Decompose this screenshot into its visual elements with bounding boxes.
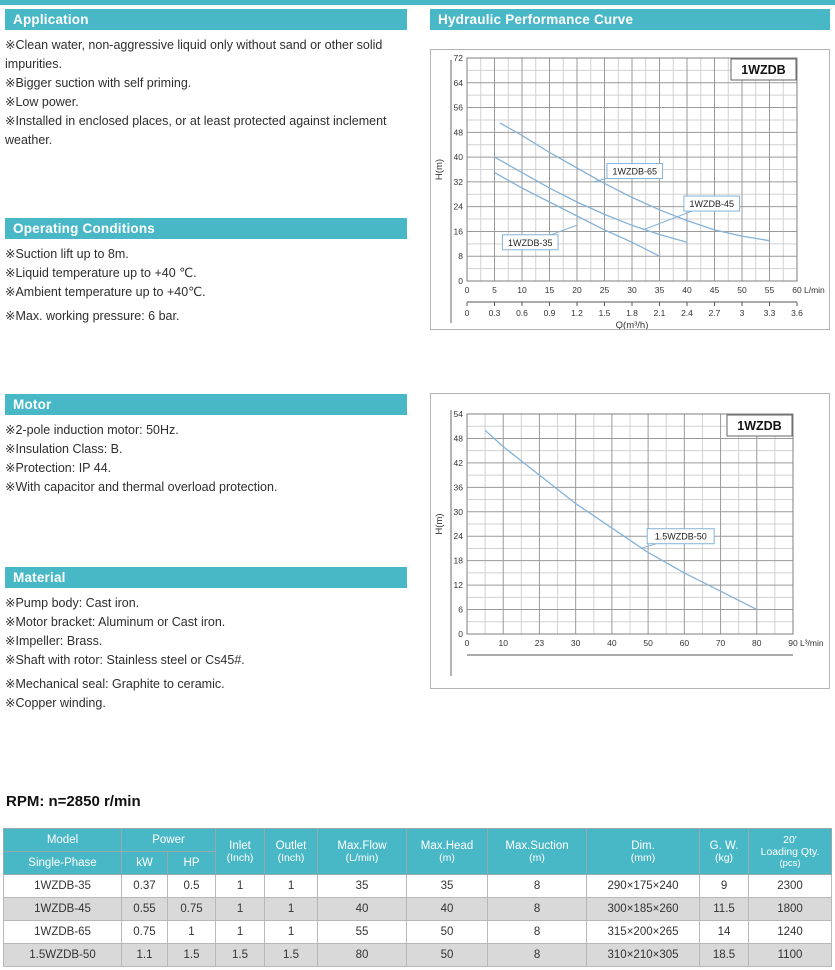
x2-tick-label: 3 xyxy=(739,308,745,318)
col-header-loading-qty: 20' Loading Qty. (pcs) xyxy=(749,829,832,875)
table-cell: 1 xyxy=(168,921,216,944)
table-cell: 0.5 xyxy=(168,875,216,898)
col-header-gw: G. W. (kg) xyxy=(700,829,749,875)
table-cell: 1.5 xyxy=(168,944,216,967)
table-cell: 14 xyxy=(700,921,749,944)
spec-item: ※Liquid temperature up to +40 ℃. xyxy=(5,266,197,280)
table-cell: 1 xyxy=(265,898,318,921)
performance-curve-svg xyxy=(431,50,829,329)
x-tick-label: 25 xyxy=(599,285,610,295)
table-cell: 8 xyxy=(488,898,587,921)
x2-tick-label: 2.1 xyxy=(653,308,666,318)
x2-tick-label: 0.3 xyxy=(488,308,501,318)
x-tick-label: 0 xyxy=(464,285,470,295)
table-cell: 1.5 xyxy=(216,944,265,967)
cell-model: 1WZDB-35 xyxy=(4,875,122,898)
header-row-1 xyxy=(4,829,832,852)
col-header-model: Model xyxy=(4,829,122,852)
chart-model-label: 1WZDB xyxy=(737,419,782,433)
table-cell: 0.37 xyxy=(122,875,168,898)
cell-model: 1WZDB-45 xyxy=(4,898,122,921)
cell-model: 1WZDB-65 xyxy=(4,921,122,944)
spec-item: ※2-pole induction motor: 50Hz. xyxy=(5,423,179,437)
x2-tick-label: 2.4 xyxy=(681,308,693,318)
table-cell: 1.1 xyxy=(122,944,168,967)
spec-item: ※Ambient temperature up to +40℃. xyxy=(5,285,206,299)
table-cell: 8 xyxy=(488,921,587,944)
y-tick-label: 0 xyxy=(458,276,463,286)
spec-item: ※Installed in enclosed places, or at least protected against inclement weather. xyxy=(5,114,387,147)
section-motor xyxy=(5,394,407,497)
x2-axis-title: Q(m³/h) xyxy=(615,320,649,329)
table-cell: 0.75 xyxy=(122,921,168,944)
table-row xyxy=(4,875,832,898)
chart-model-label: 1WZDB xyxy=(741,63,786,77)
x-tick-label: 30 xyxy=(627,285,637,295)
y-tick-label: 6 xyxy=(458,604,463,615)
col-header-inlet: Inlet (Inch) xyxy=(216,829,265,875)
spec-item: ※Bigger suction with self priming. xyxy=(5,76,192,90)
col-header-dim: Dim. (mm) xyxy=(587,829,700,875)
x2-tick-label: 3.3 xyxy=(763,308,776,318)
spec-item: ※With capacitor and thermal overload protection. xyxy=(5,480,278,494)
application-list xyxy=(5,36,407,150)
spec-item: ※Clean water, non-aggressive liquid only without sand or other solid impurities. xyxy=(5,38,383,71)
spec-item: ※Protection: IP 44. xyxy=(5,461,112,475)
x-axis-unit: L/min xyxy=(804,285,825,295)
table-cell: 1100 xyxy=(749,944,832,967)
table-cell: 35 xyxy=(407,875,488,898)
y-tick-label: 8 xyxy=(458,251,463,262)
y-tick-label: 42 xyxy=(453,457,463,468)
table-cell: 1 xyxy=(265,921,318,944)
x2-tick-label: 1.2 xyxy=(571,308,583,318)
x-tick-label: 10 xyxy=(498,638,508,648)
y-tick-label: 40 xyxy=(453,152,463,163)
x-tick-label: 23 xyxy=(534,638,545,648)
y-tick-label: 16 xyxy=(453,226,463,237)
section-header-application: Application xyxy=(5,9,407,30)
x-tick-label: 5 xyxy=(492,285,497,295)
motor-list xyxy=(5,421,407,497)
table-row xyxy=(4,898,832,921)
table-cell: 1.5 xyxy=(265,944,318,967)
x-tick-label: 60 xyxy=(792,285,802,295)
section-header-hydraulic-performance-curve: Hydraulic Performance Curve xyxy=(430,9,830,30)
table-row xyxy=(4,921,832,944)
x2-tick-label: 0.6 xyxy=(516,308,528,318)
x-tick-label: 90 xyxy=(788,638,798,648)
table-cell: 1 xyxy=(216,898,265,921)
x2-tick-label: 0.9 xyxy=(543,308,556,318)
table-cell: 1 xyxy=(216,875,265,898)
table-cell: 315×200×265 xyxy=(587,921,700,944)
table-cell: 2300 xyxy=(749,875,832,898)
x-tick-label: 15 xyxy=(544,285,555,295)
table-cell: 1240 xyxy=(749,921,832,944)
performance-chart-1.5wzdb-50 xyxy=(430,393,830,689)
rpm-heading: RPM: n=2850 r/min xyxy=(6,793,141,810)
table-cell: 300×185×260 xyxy=(587,898,700,921)
material-list xyxy=(5,594,407,713)
y-tick-label: 48 xyxy=(453,433,463,444)
table-cell: 0.75 xyxy=(168,898,216,921)
table-cell: 18.5 xyxy=(700,944,749,967)
table-cell: 8 xyxy=(488,944,587,967)
y-tick-label: 30 xyxy=(453,506,463,517)
col-header-outlet: Outlet (Inch) xyxy=(265,829,318,875)
x-tick-label: 70 xyxy=(715,638,726,648)
y-axis-title: H(m) xyxy=(434,513,445,535)
y-tick-label: 64 xyxy=(453,77,463,88)
performance-chart-multi-model xyxy=(430,49,830,330)
table-cell: 50 xyxy=(407,921,488,944)
section-material xyxy=(5,567,407,713)
y-tick-label: 18 xyxy=(453,555,463,566)
table-cell: 9 xyxy=(700,875,749,898)
y-tick-label: 32 xyxy=(453,176,463,187)
operating-conditions-list xyxy=(5,245,407,326)
table-cell: 11.5 xyxy=(700,898,749,921)
table-cell: 40 xyxy=(407,898,488,921)
x-axis-unit: L³/min xyxy=(800,638,824,648)
table-cell: 1 xyxy=(216,921,265,944)
y-tick-label: 48 xyxy=(453,127,463,138)
x-tick-label: 55 xyxy=(764,285,775,295)
spec-item: ※Suction lift up to 8m. xyxy=(5,247,129,261)
x-tick-label: 40 xyxy=(607,638,617,648)
table-cell: 310×210×305 xyxy=(587,944,700,967)
y-tick-label: 56 xyxy=(453,102,463,113)
table-cell: 40 xyxy=(318,898,407,921)
top-accent-bar xyxy=(0,0,835,5)
x2-tick-label: 0 xyxy=(464,308,470,318)
spec-item: ※Mechanical seal: Graphite to ceramic. xyxy=(5,677,225,691)
x-tick-label: 80 xyxy=(752,638,762,648)
x-tick-label: 10 xyxy=(517,285,527,295)
col-header-max-head: Max.Head (m) xyxy=(407,829,488,875)
spec-item: ※Pump body: Cast iron. xyxy=(5,596,140,610)
specs-table xyxy=(3,828,832,967)
x2-tick-label: 2.7 xyxy=(708,308,721,318)
x-tick-label: 50 xyxy=(643,638,653,648)
section-operating-conditions xyxy=(5,218,407,326)
section-header-operating-conditions: Operating Conditions xyxy=(5,218,407,239)
y-tick-label: 36 xyxy=(453,482,463,493)
table-cell: 80 xyxy=(318,944,407,967)
curve-label-1.5WZDB-50: 1.5WZDB-50 xyxy=(654,531,707,542)
table-cell: 50 xyxy=(407,944,488,967)
x-tick-label: 60 xyxy=(679,638,690,648)
x-tick-label: 50 xyxy=(737,285,747,295)
table-cell: 290×175×240 xyxy=(587,875,700,898)
x-tick-label: 45 xyxy=(709,285,720,295)
y-tick-label: 24 xyxy=(453,531,463,542)
col-header-kw: kW xyxy=(122,852,168,875)
y-tick-label: 0 xyxy=(458,629,463,639)
col-header-hp: HP xyxy=(168,852,216,875)
y-tick-label: 54 xyxy=(453,409,463,419)
cell-model: 1.5WZDB-50 xyxy=(4,944,122,967)
x2-tick-label: 3.6 xyxy=(791,308,803,318)
spec-item: ※Low power. xyxy=(5,95,79,109)
section-application xyxy=(5,9,407,150)
section-header-motor: Motor xyxy=(5,394,407,415)
table-cell: 1 xyxy=(265,875,318,898)
x2-tick-label: 1.8 xyxy=(626,308,638,318)
y-tick-label: 12 xyxy=(453,580,463,591)
y-axis-title: H(m) xyxy=(434,158,445,181)
table-cell: 0.55 xyxy=(122,898,168,921)
x-tick-label: 20 xyxy=(572,285,582,295)
col-header-max-suction: Max.Suction (m) xyxy=(488,829,587,875)
y-tick-label: 24 xyxy=(453,201,463,212)
spec-item: ※Max. working pressure: 6 bar. xyxy=(5,309,180,323)
spec-item: ※Copper winding. xyxy=(5,696,106,710)
performance-curve-svg xyxy=(431,394,829,688)
col-header-single-phase: Single-Phase xyxy=(4,852,122,875)
table-row xyxy=(4,944,832,967)
x-tick-label: 0 xyxy=(464,638,470,648)
table-cell: 1800 xyxy=(749,898,832,921)
spec-item: ※Impeller: Brass. xyxy=(5,634,103,648)
y-tick-label: 72 xyxy=(453,53,463,63)
x2-tick-label: 1.5 xyxy=(598,308,611,318)
col-header-max-flow: Max.Flow (L/min) xyxy=(318,829,407,875)
x-tick-label: 30 xyxy=(570,638,581,648)
col-header-power: Power xyxy=(122,829,216,852)
section-header-material: Material xyxy=(5,567,407,588)
curve-label-1WZDB-65: 1WZDB-65 xyxy=(612,166,658,177)
table-cell: 55 xyxy=(318,921,407,944)
x-tick-label: 40 xyxy=(682,285,692,295)
curve-label-1WZDB-35: 1WZDB-35 xyxy=(507,237,553,248)
curve-label-1WZDB-45: 1WZDB-45 xyxy=(689,199,735,210)
table-cell: 8 xyxy=(488,875,587,898)
spec-item: ※Insulation Class: B. xyxy=(5,442,123,456)
table-cell: 35 xyxy=(318,875,407,898)
spec-item: ※Motor bracket: Aluminum or Cast iron. xyxy=(5,615,226,629)
spec-item: ※Shaft with rotor: Stainless steel or Cs45#. xyxy=(5,653,245,667)
curve-1.5WZDB-50 xyxy=(485,430,757,609)
x-tick-label: 35 xyxy=(654,285,665,295)
